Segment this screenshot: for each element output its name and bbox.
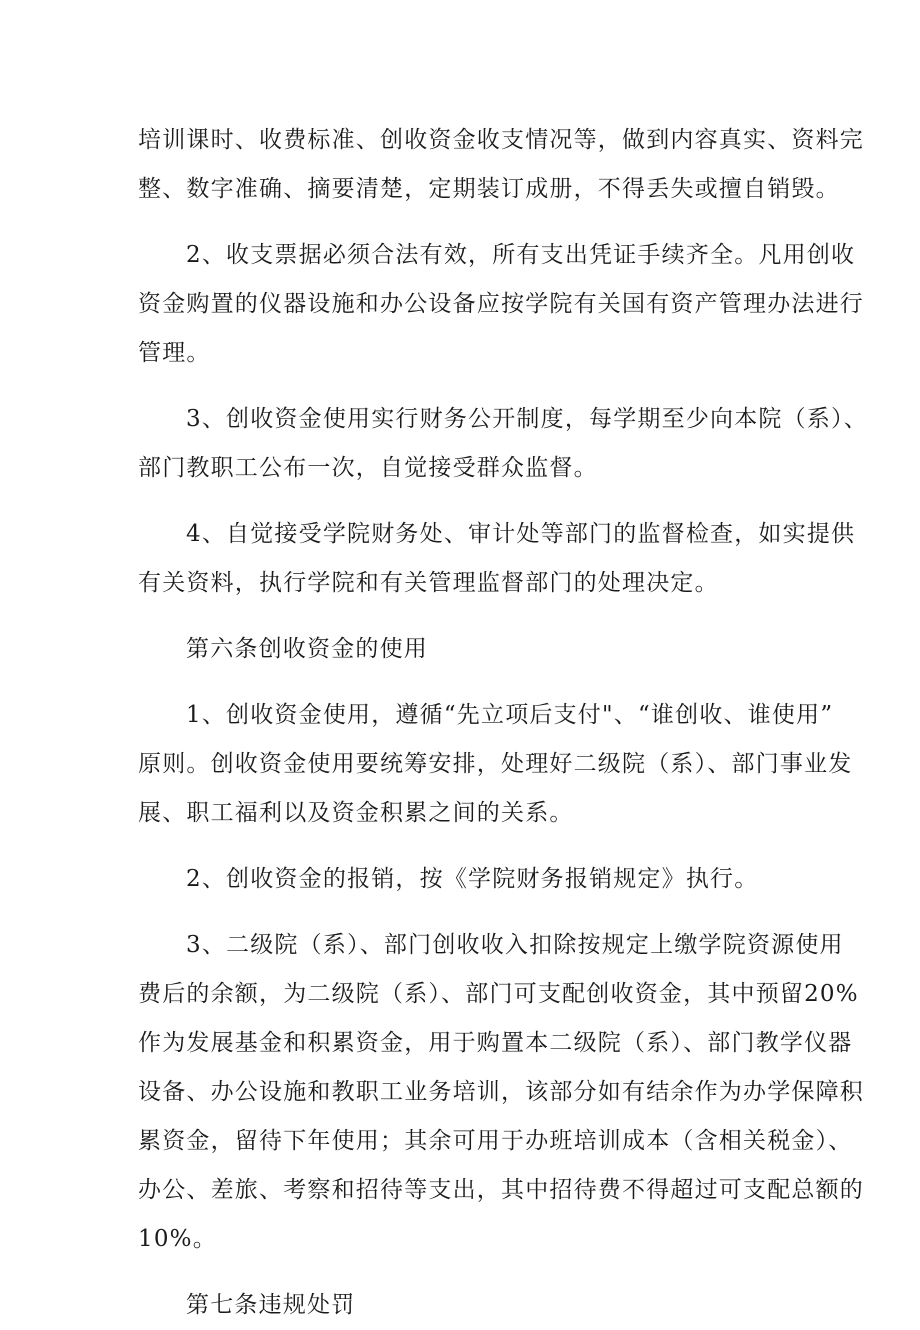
paragraph-line: 4、自觉接受学院财务处、审计处等部门的监督检查，如实提供 — [186, 521, 856, 547]
paragraph — [138, 231, 864, 378]
paragraph-gap — [138, 493, 798, 510]
paragraph — [138, 395, 868, 493]
paragraph-line: 展、职工福利以及资金积累之间的关系。 — [138, 800, 574, 826]
paragraph-gap — [138, 674, 798, 691]
paragraph-line: 2、创收资金的报销，按《学院财务报销规定》执行。 — [186, 866, 759, 892]
paragraph-gap — [138, 214, 798, 231]
heading-text: 第六条创收资金的使用 — [186, 636, 428, 662]
paragraph-line: 3、创收资金使用实行财务公开制度，每学期至少向本院（系）、 — [186, 406, 868, 432]
paragraph — [138, 921, 864, 1264]
paragraph-line: 办公、差旅、考察和招待等支出，其中招待费不得超过可支配总额的 — [138, 1177, 864, 1203]
heading-text: 第七条违规处罚 — [186, 1292, 356, 1318]
paragraph-line: 累资金，留待下年使用；其余可用于办班培训成本（含相关税金）、 — [138, 1128, 853, 1154]
paragraph-line: 3、二级院（系）、部门创收收入扣除按规定上缴学院资源使用 — [186, 932, 844, 958]
paragraph-line: 部门教职工公布一次，自觉接受群众监督。 — [138, 455, 598, 481]
paragraph-line: 10%。 — [138, 1226, 217, 1252]
paragraph — [138, 691, 853, 838]
paragraph-line: 2、收支票据必须合法有效，所有支出凭证手续齐全。凡用创收 — [186, 242, 856, 268]
section-heading — [138, 625, 798, 674]
paragraph-gap — [138, 838, 798, 855]
paragraph — [138, 855, 798, 904]
paragraph-line: 费后的余额，为二级院（系）、部门可支配创收资金，其中预留20% — [138, 981, 859, 1007]
paragraph-gap — [138, 904, 798, 921]
paragraph-line: 原则。创收资金使用要统筹安排，处理好二级院（系）、部门事业发 — [138, 751, 853, 777]
paragraph-gap — [138, 378, 798, 395]
paragraph-line: 培训课时、收费标准、创收资金收支情况等，做到内容真实、资料完 — [138, 127, 864, 153]
paragraph-line: 设备、办公设施和教职工业务培训，该部分如有结余作为办学保障积 — [138, 1079, 864, 1105]
document-body — [138, 116, 868, 1330]
paragraph-line: 整、数字准确、摘要清楚，定期装订成册，不得丢失或擅自销毁。 — [138, 176, 840, 202]
paragraph-line: 有关资料，执行学院和有关管理监督部门的处理决定。 — [138, 570, 719, 596]
paragraph — [138, 116, 864, 214]
paragraph-line: 作为发展基金和积累资金，用于购置本二级院（系）、部门教学仪器 — [138, 1030, 853, 1056]
paragraph-gap — [138, 1264, 798, 1281]
paragraph-line: 管理。 — [138, 340, 211, 366]
section-heading — [138, 1281, 798, 1330]
paragraph — [138, 510, 856, 608]
paragraph-line: 资金购置的仪器设施和办公设备应按学院有关国有资产管理办法进行 — [138, 291, 864, 317]
paragraph-gap — [138, 608, 798, 625]
paragraph-line: 1、创收资金使用，遵循“先立项后支付"、“谁创收、谁使用” — [186, 702, 834, 728]
